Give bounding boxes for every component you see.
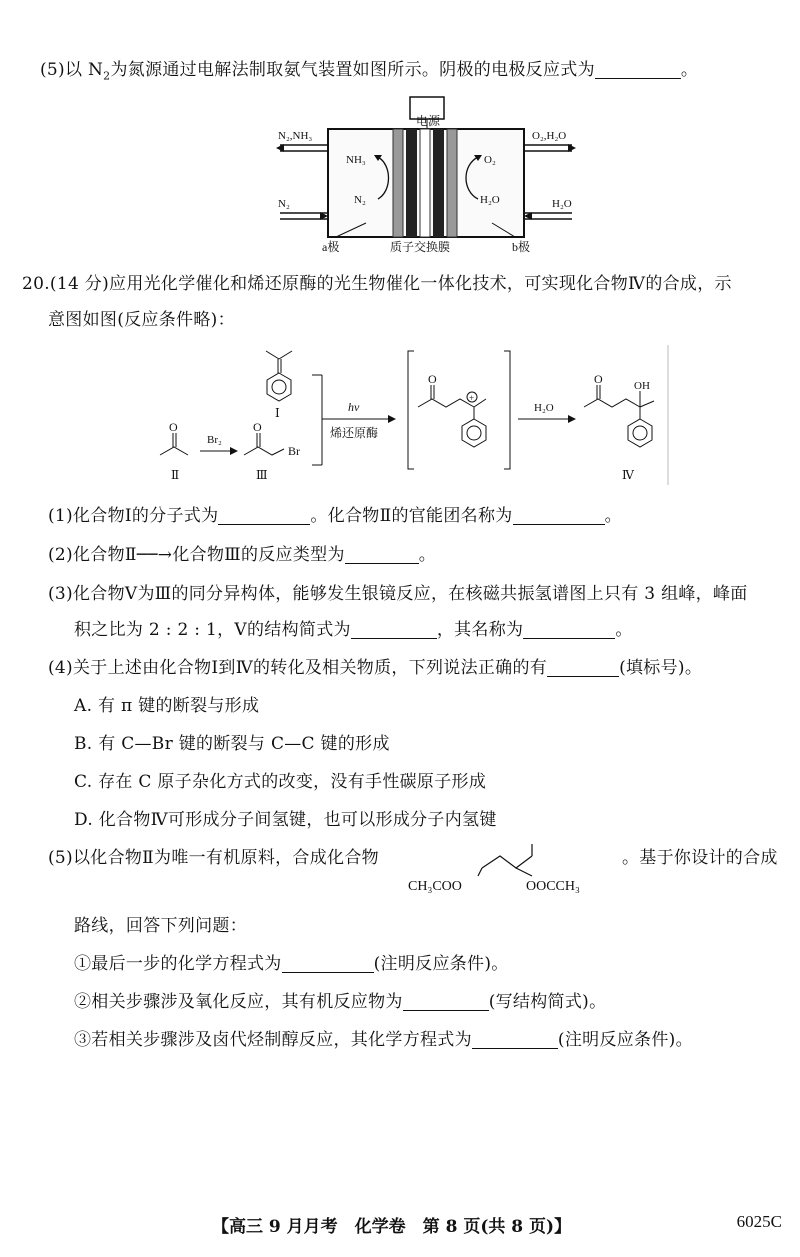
b-electrode-dark	[433, 129, 444, 237]
inner-n2: N₂	[354, 194, 366, 206]
a-electrode-label: a极	[322, 240, 340, 254]
label-II: Ⅱ	[171, 468, 180, 482]
inner-nh3: NH₃	[346, 154, 366, 166]
q4-line	[48, 656, 702, 680]
q19-5-sub: 2	[103, 69, 111, 83]
oh-IV: OH	[634, 380, 650, 392]
enzyme-label: 烯还原酶	[330, 426, 379, 440]
o-II: O	[169, 420, 178, 434]
electrolysis-diagram	[270, 95, 580, 255]
q3-line1: (3)化合物Ⅴ为Ⅲ的同分异构体，能够发生银镜反应，在核磁共振氢谱图上只有 3 组峰，峰面	[48, 584, 748, 604]
answer-blank[interactable]	[595, 60, 681, 79]
q19-5-text: (5)以 N	[40, 60, 104, 80]
label-III: Ⅲ	[256, 468, 268, 482]
left-top-label: N₂,NH₃	[278, 130, 313, 142]
inner-o2: O₂	[484, 154, 496, 166]
sub2-line	[74, 990, 606, 1014]
sub1-line	[74, 952, 509, 976]
a-electrode-dark	[406, 129, 417, 237]
compound-II	[160, 420, 188, 482]
answer-blank[interactable]	[472, 1030, 558, 1049]
intermediate	[408, 351, 510, 469]
q1-line	[48, 504, 622, 528]
option-a: A. 有 π 键的断裂与形成	[74, 696, 260, 716]
answer-blank[interactable]	[345, 545, 419, 564]
q1-end: 。	[604, 506, 622, 526]
br-III: Br	[288, 444, 300, 458]
membrane-label: 质子交换膜	[390, 240, 451, 254]
q1-text-b: 。化合物Ⅱ的官能团名称为	[310, 506, 513, 526]
q5-text: (5)以化合物Ⅱ为唯一有机原料，合成化合物	[48, 848, 379, 868]
reagent-br2: Br₂	[207, 434, 222, 446]
answer-blank[interactable]	[547, 658, 619, 677]
membrane	[420, 129, 430, 237]
o-IV: O	[594, 372, 603, 386]
compound-I	[266, 351, 292, 420]
option-d: D. 化合物Ⅳ可形成分子间氢键，也可以形成分子内氢键	[74, 810, 497, 830]
q2-line	[48, 543, 436, 567]
q5-text-b: 。基于你设计的合成	[622, 848, 778, 868]
q5-target-structure	[408, 838, 608, 898]
q4-end: (填标号)。	[619, 658, 703, 678]
right-bottom-label: H₂O	[552, 198, 572, 210]
q3-text-b: ，其名称为	[436, 620, 524, 640]
q19-5-text-after: 为氮源通过电解法制取氨气装置如图所示。阴极的电极反应式为	[110, 60, 595, 80]
q19-5-end: 。	[680, 60, 699, 80]
page-footer: 【高三 9 月月考 化学卷 第 8 页(共 8 页)】	[212, 1217, 572, 1237]
q2-end: 。	[418, 545, 437, 565]
struct-left: CH₃COO	[408, 879, 462, 894]
answer-blank[interactable]	[351, 620, 437, 639]
option-b: B. 有 C—Br 键的断裂与 C—C 键的形成	[74, 734, 390, 754]
q3-text: 积之比为 2 : 2 : 1，Ⅴ的结构简式为	[74, 620, 351, 640]
label-I: Ⅰ	[275, 406, 280, 420]
sub3-line	[74, 1028, 693, 1052]
q20-line1: 20.(14 分)应用光化学催化和烯还原酶的光生物催化一体化技术，可实现化合物Ⅳ的合成，示	[22, 274, 732, 294]
answer-blank[interactable]	[403, 992, 489, 1011]
power-label: 电源	[416, 114, 441, 128]
label-IV: Ⅳ	[622, 468, 634, 482]
plus-int: +	[469, 393, 475, 403]
answer-blank[interactable]	[513, 506, 605, 525]
sub2-end: (写结构简式)。	[488, 992, 607, 1012]
h2o-label: H₂O	[534, 402, 554, 414]
answer-blank[interactable]	[523, 620, 615, 639]
b-electrode-label: b极	[512, 240, 531, 254]
q20-line2: 意图如图(反应条件略)：	[48, 310, 235, 330]
q19-5-line	[40, 58, 698, 88]
q1-text: (1)化合物Ⅰ的分子式为	[48, 506, 219, 526]
answer-blank[interactable]	[218, 506, 310, 525]
left-bottom-label: N₂	[278, 198, 290, 210]
sub2-text: ②相关步骤涉及氧化反应，其有机反应物为	[74, 992, 403, 1012]
q3-end: 。	[615, 620, 633, 640]
reaction-scheme	[152, 345, 672, 485]
a-electrode	[393, 129, 403, 237]
o-int: O	[428, 372, 437, 386]
sub3-end: (注明反应条件)。	[557, 1030, 693, 1050]
sub3-text: ③若相关步骤涉及卤代烃制醇反应，其化学方程式为	[74, 1030, 472, 1050]
right-top-label: O₂,H₂O	[532, 130, 567, 142]
sub1-end: (注明反应条件)。	[373, 954, 509, 974]
answer-blank[interactable]	[282, 954, 374, 973]
compound-III	[244, 420, 300, 482]
inner-h2o: H₂O	[480, 194, 500, 206]
exam-code: 6025C	[736, 1212, 782, 1231]
q2-text: (2)化合物Ⅱ──→化合物Ⅲ的反应类型为	[48, 545, 345, 565]
o-III: O	[253, 420, 262, 434]
compound-IV	[584, 372, 654, 482]
hv-label: hv	[348, 400, 360, 414]
struct-right: OOCCH₃	[526, 879, 580, 894]
b-electrode	[447, 129, 457, 237]
q5-line2: 路线，回答下列问题：	[74, 916, 247, 936]
q4-text: (4)关于上述由化合物Ⅰ到Ⅳ的转化及相关物质，下列说法正确的有	[48, 658, 548, 678]
option-c: C. 存在 C 原子杂化方式的改变，没有手性碳原子形成	[74, 772, 487, 792]
q3-line2	[74, 618, 633, 642]
sub1-text: ①最后一步的化学方程式为	[74, 954, 282, 974]
